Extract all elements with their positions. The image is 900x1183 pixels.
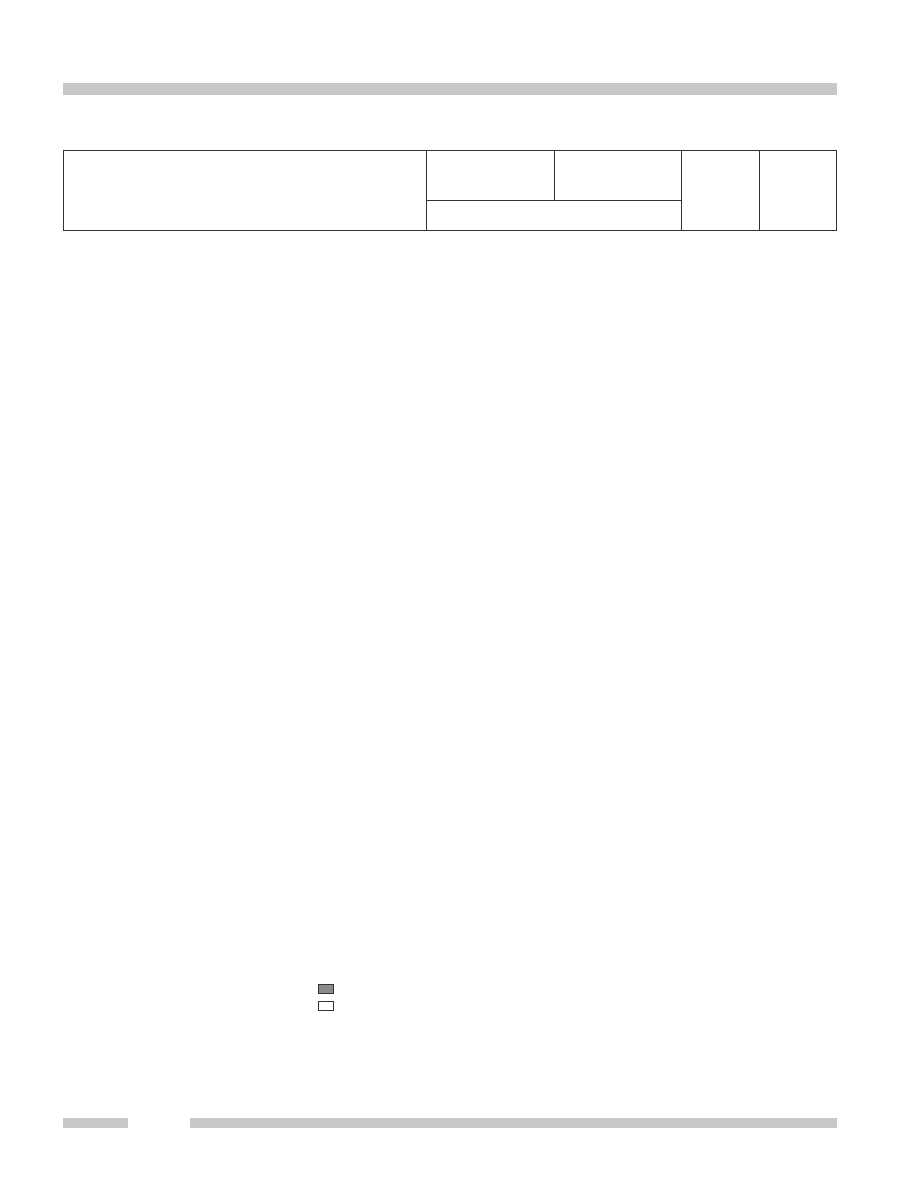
header-bar xyxy=(63,83,837,95)
legend-item-group2 xyxy=(318,997,348,1014)
symptom-bar-chart xyxy=(0,480,900,980)
legend-swatch-group2 xyxy=(318,1001,334,1011)
legend-swatch-group1 xyxy=(318,984,334,994)
legend-item-group1 xyxy=(318,980,348,997)
col-group1-header xyxy=(427,151,555,201)
chart-legend xyxy=(318,980,348,1014)
footer-bar-right xyxy=(190,1118,837,1128)
symptom-table xyxy=(63,150,837,231)
subheader-mean xyxy=(427,201,682,231)
footer-bar-left xyxy=(63,1118,128,1128)
col-group2-header xyxy=(555,151,682,201)
col-es-header xyxy=(760,151,837,231)
col-symptom-header xyxy=(64,151,427,231)
col-p-header xyxy=(682,151,760,231)
